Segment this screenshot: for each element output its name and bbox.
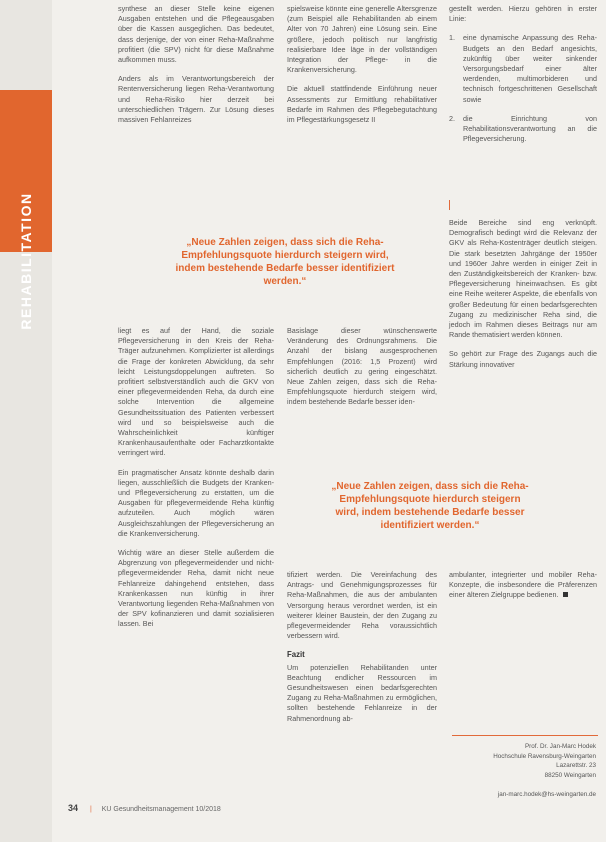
paragraph <box>449 570 597 601</box>
column-1-bottom <box>118 326 274 639</box>
sidebar <box>0 0 52 842</box>
author-city: 88250 Weingarten <box>544 771 596 779</box>
author-divider <box>452 735 598 736</box>
paragraph: liegt es auf der Hand, die soziale Pflegeversicherung in den Kreis der Reha-Träger aufzunehmen. Komplizierter ist allerdings die Frage der konkreten Abwicklung, da sehr leicht Leistungsdoppelungen auftreten. So profitiert selbstverständlich auch die GKV von einer pflegevermeidenden Reha, da durch eine solche Intervention die allgemeine Gesundheitssituation des Patienten verbessert wird und so beispielsweise auch die Wahrscheinlichkeit künftiger Krankenhausaufenthalte oder Facharztkontakte verringert wird. <box>118 326 274 458</box>
author-email[interactable]: jan-marc.hodek@hs-weingarten.de <box>497 791 596 798</box>
pull-quote-2: „Neue Zahlen zeigen, dass sich die Reha-Empfehlungsquote hierdurch steigern wird, indem bestehende Bedarfe besser identifiziert werden.“ <box>331 481 529 531</box>
column-divider <box>449 200 450 210</box>
list-item <box>449 114 597 145</box>
footer-separator: | <box>89 806 92 813</box>
column-2-top <box>287 4 437 134</box>
footer-publication: KU Gesundheitsmanagement 10/2018 <box>101 806 221 813</box>
paragraph: Anders als im Verantwortungsbereich der Rentenversicherung liegen Reha-Verantwortung und Reha-Risiko hier derzeit bei unterschiedlichen Trägern. Zur Lösung dieses massiven Fehlanreizes <box>118 74 274 125</box>
author-street: Lazarettstr. 23 <box>556 762 596 769</box>
list-item <box>449 33 597 104</box>
column-3-middle <box>449 218 597 379</box>
end-mark-icon <box>563 592 568 597</box>
page-footer <box>68 803 221 813</box>
column-2-middle <box>287 326 437 417</box>
fazit-heading: Fazit <box>287 650 305 660</box>
list-number: 2. <box>449 113 455 123</box>
column-1-top <box>118 4 274 134</box>
paragraph: tifiziert werden. Die Vereinfachung des Antrags- und Genehmigungsprozesses für Reha-Maßnahmen, die aus der ambulanten Versorgung heraus verordnet werden, ist ein weiterer kleiner Baustein, der den Zugang zu pflegevermeidender Reha voraussichtlich verbessern wird. <box>287 570 437 641</box>
author-affiliation: Hochschule Ravensburg-Weingarten <box>493 752 596 760</box>
author-name: Prof. Dr. Jan-Marc Hodek <box>524 743 596 750</box>
paragraph: Ein pragmatischer Ansatz könnte deshalb darin liegen, ausschließlich die Budgets der Kranken- und Pflegeversicherung zu erstatten, um die Ausgaben für pflegevermeidende Reha künftig aufzuteilen. Auch möglich wären Ausgleichszahlungen der Pflegeversicherung an die Krankenversicherung. <box>118 467 274 538</box>
list-number: 1. <box>449 33 455 43</box>
pull-quote-1: „Neue Zahlen zeigen, dass sich die Reha-Empfehlungsquote hierdurch steigern wird, indem bestehende Bedarfe besser identifiziert werden.“ <box>175 237 395 287</box>
column-3-top <box>449 4 597 153</box>
paragraph: Beide Bereiche sind eng verknüpft. Demografisch bedingt wird die Relevanz der GKV als Reha-Kostenträger deutlich steigen. Die stark besetzten Jahrgänge der 1950er und 1960er Jahre werden in einiger Zeit in den Zuständigkeitsbereich der Kranken- bzw. Pflegeversicherung hineinwachsen. Es gibt eine Reihe weiterer Aspekte, die ebenfalls von großer Bedeutung für einen bedarfsgerechten Zugang zu medizinischer Reha sind, die jedoch im Rahmen dieses Beitrags nur am Rande thematisiert werden können. <box>449 218 597 340</box>
column-3-bottom <box>449 570 597 610</box>
list-text: eine dynamische Anpassung des Reha-Budgets an den Bedarf angesichts, zukünftig über weiter sinkender Versorgungsbedarf einer älter werdenden, multimorbideren und technisch fortgeschrittenen Gesellschaft sowie <box>463 33 597 104</box>
paragraph: Die aktuell stattfindende Einführung neuer Assessments zur Ermittlung rehabilitativer Bedarfe im Rahmen des Pflegebegutachtung im Pflegestärkungsgesetz II <box>287 84 437 125</box>
author-block <box>456 742 596 800</box>
paragraph: Basislage dieser wünschenswerte Veränderung des Ordnungsrahmens. Die Anzahl der bislang ausgesprochenen Empfehlungen (2016: 1,5 Prozent) wird sicherlich deutlich zu gering eingeschätzt. Neue Zahlen zeigen, dass sich die Reha-Empfehlungsquote hierdurch steigern wird, indem bestehende Bedarfe besser iden- <box>287 326 437 407</box>
column-2-bottom <box>287 570 437 733</box>
requirements-list <box>449 33 597 144</box>
paragraph: Wichtig wäre an dieser Stelle außerdem die Abgrenzung von pflegevermeidender und nicht-pflegevermeidender Reha, damit nicht neue Fehlanreize dahingehend entstehen, dass Krankenkassen nun künftig in ihrer Verantwortung liegenden Reha-Maßnahmen von der SPV kofinanzieren und damit sozialisieren lassen. Bei <box>118 548 274 629</box>
closing-text: ambulanter, integrierter und mobiler Reha-Konzepte, die insbesondere die Präferenzen einer älteren Zielgruppe bedienen. <box>449 570 597 600</box>
paragraph: Um potenziellen Rehabilitanden unter Beachtung endlicher Ressourcen im Gesundheitswesen einen bedarfsgerechten Zugang zu Reha-Maßnahmen zu ermöglichen, sollten bestehende Fehlanreize in der Rahmenordnung ab- <box>287 662 437 723</box>
paragraph: So gehört zur Frage des Zugangs auch die Stärkung innovativer <box>449 349 597 369</box>
paragraph: spielsweise könnte eine generelle Altersgrenze (zum Beispiel alle Rehabilitanden ab einem Alter von 70 Jahren) eine Lösung sein. Eine größere, jedoch politisch nur langfristig realisierbare Idee läge in der vollständigen Integration der Pflege- in die Krankenversicherung. <box>287 4 437 75</box>
paragraph: synthese an dieser Stelle keine eigenen Ausgaben entstehen und die Pflegeausgaben über die Kassen ausgeglichen. Das bedeutet, dass derjenige, der von einer Reha-Maßnahme profitiert (die SPV) nicht für diese Maßnahme aufkommen muss. <box>118 4 274 65</box>
page-number: 34 <box>68 803 79 813</box>
paragraph: gestellt werden. Hierzu gehören in erster Linie: <box>449 4 597 24</box>
list-text: die Einrichtung von Rehabilitationsverantwortung an die Pflegeversicherung. <box>463 113 597 144</box>
section-tab <box>0 90 52 330</box>
section-tab-label: REHABILITATION <box>18 192 34 330</box>
